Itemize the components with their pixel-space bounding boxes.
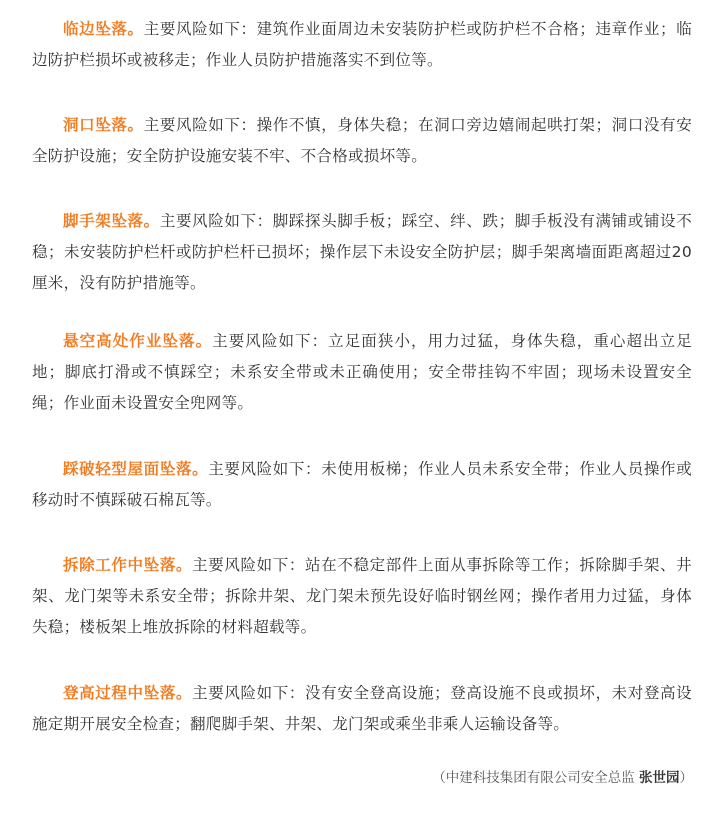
section-heading: 临边坠落。 [63, 20, 144, 38]
section-suspended-work-fall [32, 326, 692, 419]
section-scaffold-fall [32, 206, 692, 299]
section-demolition-fall [32, 550, 692, 643]
section-heading: 登高过程中坠落。 [63, 684, 193, 702]
section-heading: 悬空高处作业坠落。 [63, 332, 213, 350]
section-heading: 脚手架坠落。 [63, 212, 160, 230]
credit-open-paren: （ [432, 770, 446, 786]
section-text: 主要风险如下：操作不慎，身体失稳；在洞口旁边嬉闹起哄打架；洞口没有安全防护设施；安全防护设施安装不牢、不合格或损坏等。 [32, 116, 692, 165]
section-text: 主要风险如下：未使用板梯；作业人员未系安全带；作业人员操作或移动时不慎踩破石棉瓦等。 [32, 460, 692, 509]
section-light-roof-fall [32, 454, 692, 516]
credit-close-paren: ） [679, 770, 693, 786]
author-credit [432, 766, 693, 790]
section-edge-fall [32, 14, 692, 76]
section-heading: 洞口坠落。 [63, 116, 144, 134]
section-text: 主要风险如下：站在不稳定部件上面从事拆除等工作；拆除脚手架、井架、龙门架等未系安全带；拆除井架、龙门架未预先设好临时钢丝网；操作者用力过猛，身体失稳；楼板架上堆放拆除的材料超载等。 [32, 556, 692, 636]
credit-author: 张世园 [639, 770, 680, 786]
section-heading: 拆除工作中坠落。 [63, 556, 193, 574]
section-opening-fall [32, 110, 692, 172]
credit-prefix: 中建科技集团有限公司安全总监 [445, 770, 639, 786]
section-heading: 踩破轻型屋面坠落。 [63, 460, 209, 478]
section-climbing-fall [32, 678, 692, 740]
section-text: 主要风险如下：没有安全登高设施；登高设施不良或损坏，未对登高设施定期开展安全检查；翻爬脚手架、井架、龙门架或乘坐非乘人运输设备等。 [32, 684, 692, 733]
section-text: 主要风险如下：脚踩探头脚手板；踩空、绊、跌；脚手板没有满铺或铺设不稳；未安装防护栏杆或防护栏杆已损坏；操作层下未设安全防护层；脚手架离墙面距离超过20厘米，没有防护措施等。 [32, 212, 692, 292]
section-text: 主要风险如下：立足面狭小，用力过猛，身体失稳，重心超出立足地；脚底打滑或不慎踩空；未系安全带或未正确使用；安全带挂钩不牢固；现场未设置安全绳；作业面未设置安全兜网等。 [32, 332, 692, 412]
section-text: 主要风险如下：建筑作业面周边未安装防护栏或防护栏不合格；违章作业；临边防护栏损坏或被移走；作业人员防护措施落实不到位等。 [32, 20, 692, 69]
